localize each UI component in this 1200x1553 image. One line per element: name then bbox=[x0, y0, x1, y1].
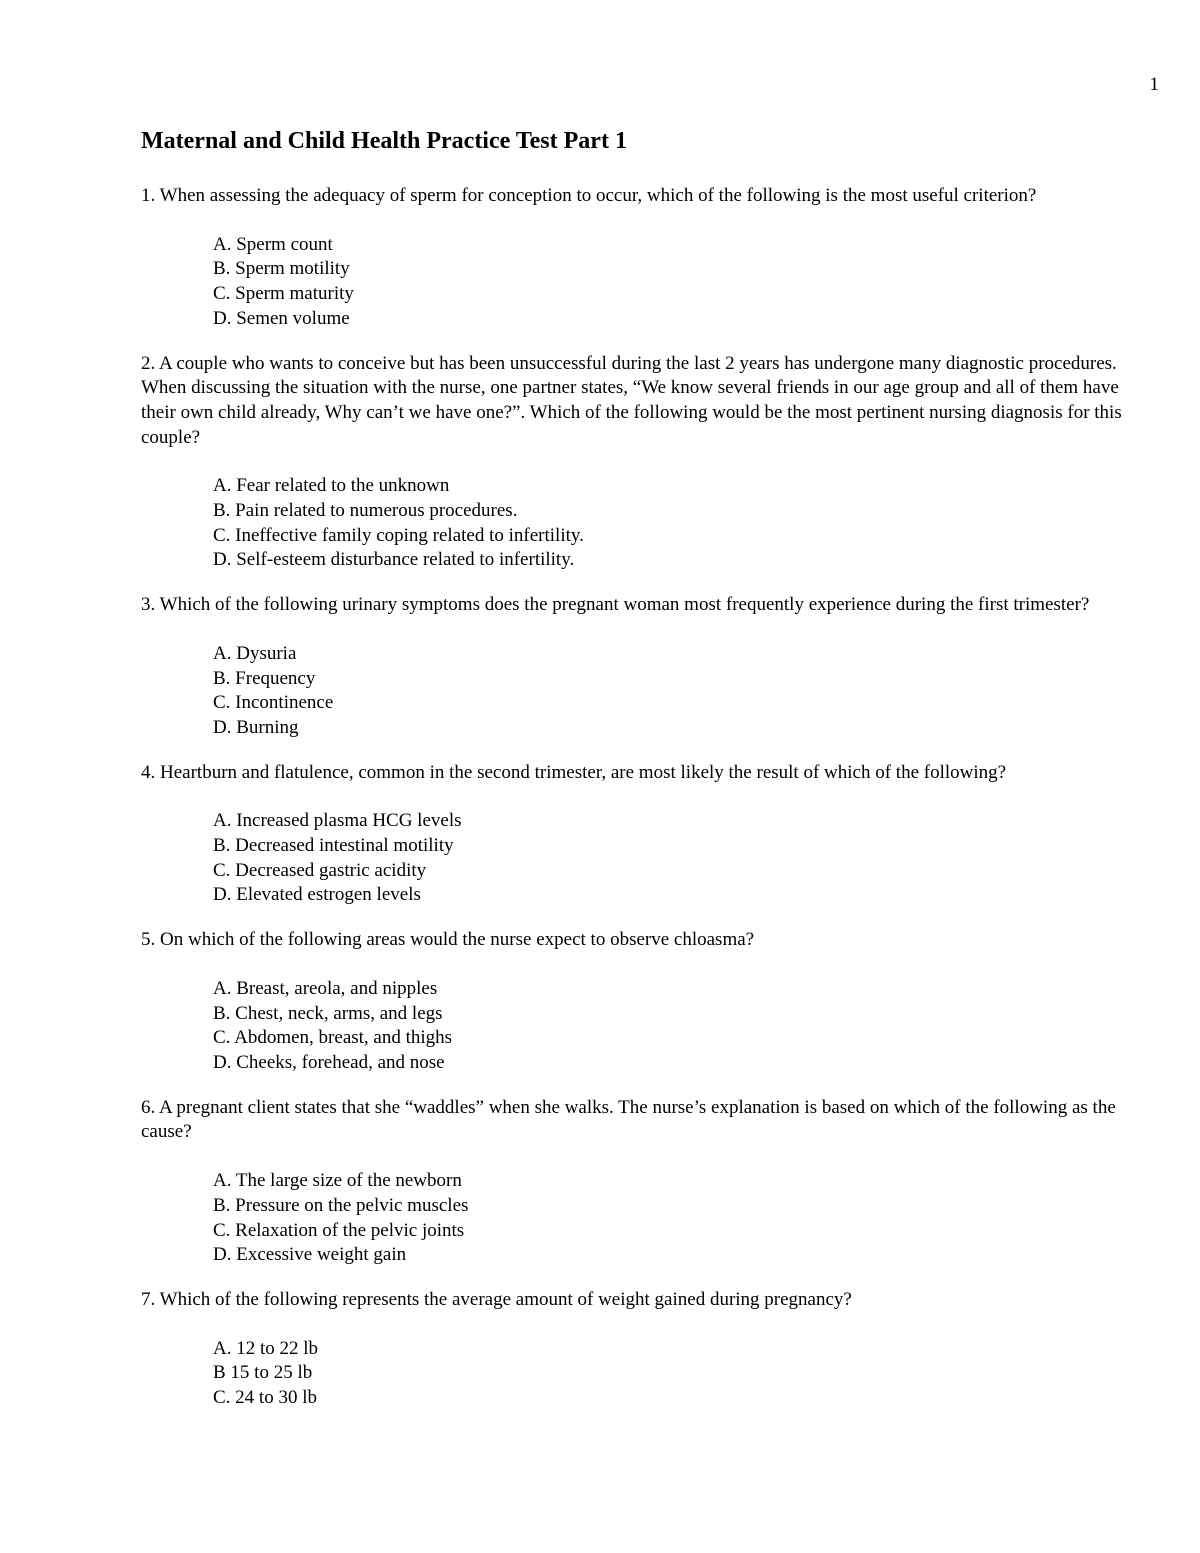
question-1 bbox=[141, 184, 1146, 332]
question-text: 1. When assessing the adequacy of sperm for conception to occur, which of the following is the most useful criterion? bbox=[141, 185, 1037, 206]
page-number: 1 bbox=[1149, 74, 1159, 95]
option-b: B. Pain related to numerous procedures. bbox=[213, 500, 518, 522]
option-b: B. Decreased intestinal motility bbox=[213, 835, 454, 857]
option-d: D. Cheeks, forehead, and nose bbox=[213, 1051, 445, 1073]
option-d: D. Burning bbox=[213, 716, 299, 738]
question-4 bbox=[141, 761, 1146, 909]
option-b: B. Chest, neck, arms, and legs bbox=[213, 1002, 443, 1024]
option-d: D. Excessive weight gain bbox=[213, 1244, 407, 1266]
question-list bbox=[141, 184, 1146, 1431]
option-d: D. Semen volume bbox=[213, 307, 350, 329]
question-text: 5. On which of the following areas would the nurse expect to observe chloasma? bbox=[141, 929, 755, 951]
answer-options bbox=[213, 642, 1146, 741]
question-6 bbox=[141, 1096, 1146, 1268]
question-5 bbox=[141, 928, 1146, 1076]
option-a: A. Increased plasma HCG levels bbox=[213, 810, 462, 832]
option-c: C. Abdomen, breast, and thighs bbox=[213, 1027, 453, 1049]
option-c: C. Decreased gastric acidity bbox=[213, 859, 427, 881]
option-d: D. Self-esteem disturbance related to infertility. bbox=[213, 549, 575, 571]
option-a: A. Breast, areola, and nipples bbox=[213, 977, 438, 999]
question-text: 7. Which of the following represents the average amount of weight gained during pregnancy? bbox=[141, 1288, 852, 1310]
page-title: Maternal and Child Health Practice Test Part 1 bbox=[141, 128, 627, 154]
option-a: A. Fear related to the unknown bbox=[213, 475, 450, 497]
option-c: C. Relaxation of the pelvic joints bbox=[213, 1219, 465, 1241]
question-text: 4. Heartburn and flatulence, common in the second trimester, are most likely the result of which of the following? bbox=[141, 761, 1007, 783]
question-text: 6. A pregnant client states that she “waddles” when she walks. The nurse’s explanation is based on which of the following as the cause? bbox=[141, 1096, 1116, 1143]
answer-options bbox=[213, 1169, 1146, 1268]
answer-options bbox=[213, 809, 1146, 908]
option-b: B. Sperm motility bbox=[213, 258, 350, 280]
option-a: A. Sperm count bbox=[213, 233, 333, 255]
option-c: C. 24 to 30 lb bbox=[213, 1387, 317, 1409]
question-7 bbox=[141, 1288, 1146, 1411]
option-b: B. Frequency bbox=[213, 667, 316, 689]
option-b: B. Pressure on the pelvic muscles bbox=[213, 1194, 469, 1216]
answer-options bbox=[213, 474, 1146, 573]
answer-options bbox=[213, 233, 1146, 332]
question-3 bbox=[141, 593, 1146, 741]
question-2 bbox=[141, 352, 1146, 574]
option-a: A. 12 to 22 lb bbox=[213, 1337, 319, 1359]
question-text: 3. Which of the following urinary symptoms does the pregnant woman most frequently experience during the first trimester? bbox=[141, 594, 1090, 616]
option-a: A. The large size of the newborn bbox=[213, 1170, 462, 1192]
option-c: C. Sperm maturity bbox=[213, 283, 354, 305]
answer-options bbox=[213, 977, 1146, 1076]
option-b: B 15 to 25 lb bbox=[213, 1362, 313, 1384]
option-c: C. Incontinence bbox=[213, 692, 334, 714]
answer-options bbox=[213, 1337, 1146, 1411]
question-text: 2. A couple who wants to conceive but has been unsuccessful during the last 2 years has undergone many diagnostic procedures. When discussing the situation with the nurse, one partner states, “We know several friends in our age group and all of them have their own child already, Why can’t we have one?”. Which of the following would be the most pertinent nursing diagnosis for this couple? bbox=[141, 352, 1122, 448]
option-c: C. Ineffective family coping related to infertility. bbox=[213, 524, 584, 546]
option-a: A. Dysuria bbox=[213, 642, 297, 664]
option-d: D. Elevated estrogen levels bbox=[213, 884, 421, 906]
